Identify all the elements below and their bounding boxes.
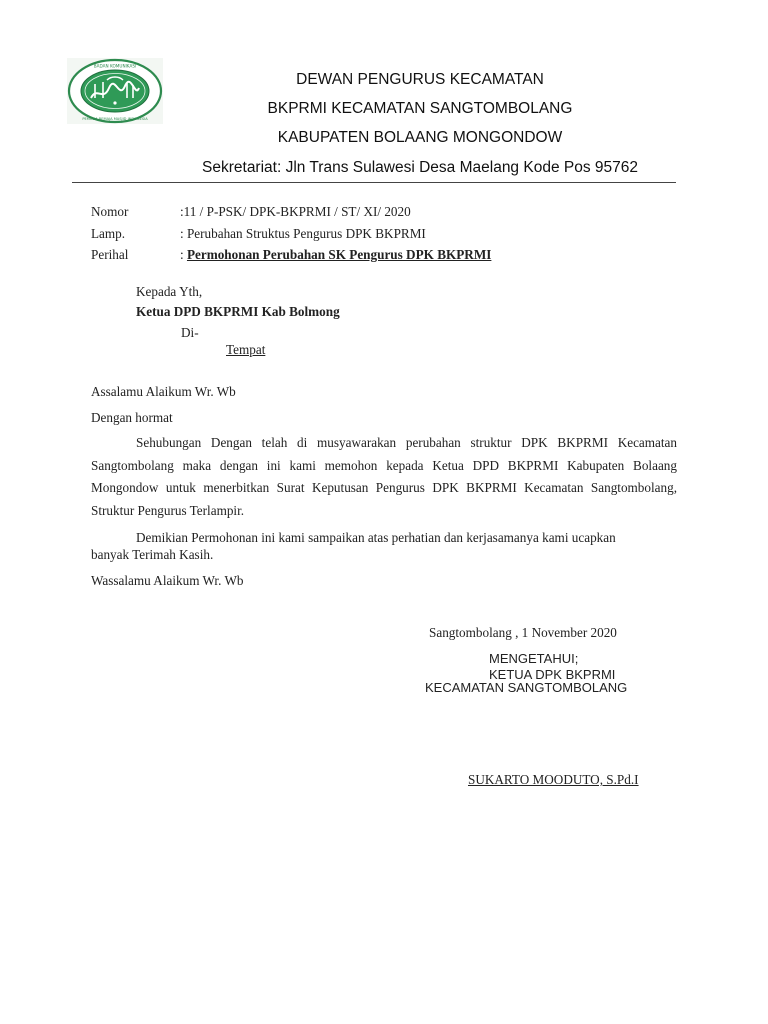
dengan-hormat: Dengan hormat (91, 410, 173, 425)
lamp-label: Lamp. (91, 226, 126, 241)
body-paragraph-2: Demikian Permohonan ini kami sampaikan atas perhatian dan kerjasamanya kami ucapkan banyak Terimah Kasih. (91, 530, 616, 562)
perihal-label: Perihal (91, 247, 129, 262)
nomor-label: Nomor (91, 204, 129, 219)
signatory-position: KETUA DPK BKPRMI (489, 667, 616, 682)
perihal-subject: Permohonan Perubahan SK Pengurus DPK BKPRMI (186, 247, 492, 262)
place-date: Sangtombolang , 1 November 2020 (429, 625, 617, 640)
recipient-tempat: Tempat (226, 342, 266, 357)
recipient-name: Ketua DPD BKPRMI Kab Bolmong (136, 304, 340, 319)
bkprmi-logo-icon (67, 58, 163, 124)
letterhead-secretariat: Sekretariat: Jln Trans Sulawesi Desa Maelang Kode Pos 95762 (202, 159, 638, 176)
perihal-value-row (180, 247, 491, 263)
perihal-colon: : (180, 247, 187, 262)
mengetahui: MENGETAHUI; (489, 651, 579, 666)
lamp-value: : Perubahan Struktus Pengurus DPK BKPRMI (180, 226, 426, 241)
salam-closing: Wassalamu Alaikum Wr. Wb (91, 573, 244, 588)
body-paragraph-1: Sehubungan Dengan telah di musyawarakan perubahan struktur DPK BKPRMI Kecamatan Sangtombolang maka dengan ini kami memohon kepada Ketua DPD BKPRMI Kabupaten Bolaang Mongondow untuk menerbitkan Surat Keputusan Pengurus DPK BKPRMI Kecamatan Sangtombolang, Struktur Pengurus Terlampir. (91, 435, 677, 518)
signatory-name: SUKARTO MOODUTO, S.Pd.I (468, 772, 639, 787)
nomor-value: :11 / P-PSK/ DPK-BKPRMI / ST/ XI/ 2020 (180, 204, 411, 219)
svg-text:PEMUDA REMAJA MASJID INDONESIA: PEMUDA REMAJA MASJID INDONESIA (82, 117, 148, 121)
svg-text:BADAN KOMUNIKASI: BADAN KOMUNIKASI (93, 63, 137, 69)
salam-opening: Assalamu Alaikum Wr. Wb (91, 384, 236, 399)
letterhead-divider (72, 182, 676, 183)
letterhead-line-1: DEWAN PENGURUS KECAMATAN (296, 71, 544, 88)
letterhead-line-3: KABUPATEN BOLAANG MONGONDOW (277, 129, 563, 146)
signatory-unit: KECAMATAN SANGTOMBOLANG (425, 680, 628, 695)
recipient-di: Di- (181, 325, 199, 340)
letterhead-line-2: BKPRMI KECAMATAN SANGTOMBOLANG (267, 100, 573, 117)
kepada-yth: Kepada Yth, (136, 284, 203, 299)
